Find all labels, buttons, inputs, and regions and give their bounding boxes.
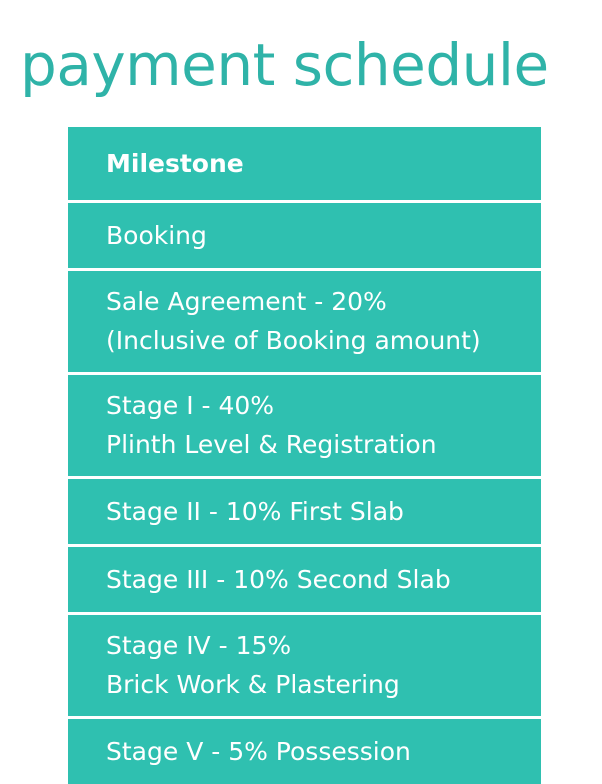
milestone-text: Stage III - 10% Second Slab — [106, 565, 451, 594]
milestone-subtext: Brick Work & Plastering — [106, 670, 400, 699]
table-row — [68, 615, 541, 719]
table-row — [68, 547, 541, 615]
table-row — [68, 203, 541, 271]
column-header-milestone: Milestone — [106, 149, 244, 178]
payment-schedule-table — [68, 127, 541, 784]
milestone-text: Stage IV - 15% — [106, 631, 292, 660]
milestone-text: Stage II - 10% First Slab — [106, 497, 404, 526]
table-row — [68, 719, 541, 784]
milestone-subtext: Plinth Level & Registration — [106, 430, 437, 459]
milestone-text: Booking — [106, 221, 207, 250]
milestone-text: Stage V - 5% Possession — [106, 737, 411, 766]
page-title: payment schedule — [20, 31, 549, 99]
table-row — [68, 271, 541, 375]
table-row — [68, 375, 541, 479]
table-header-row — [68, 127, 541, 203]
milestone-subtext: (Inclusive of Booking amount) — [106, 326, 481, 355]
milestone-text: Sale Agreement - 20% — [106, 287, 387, 316]
table-row — [68, 479, 541, 547]
milestone-text: Stage I - 40% — [106, 391, 275, 420]
